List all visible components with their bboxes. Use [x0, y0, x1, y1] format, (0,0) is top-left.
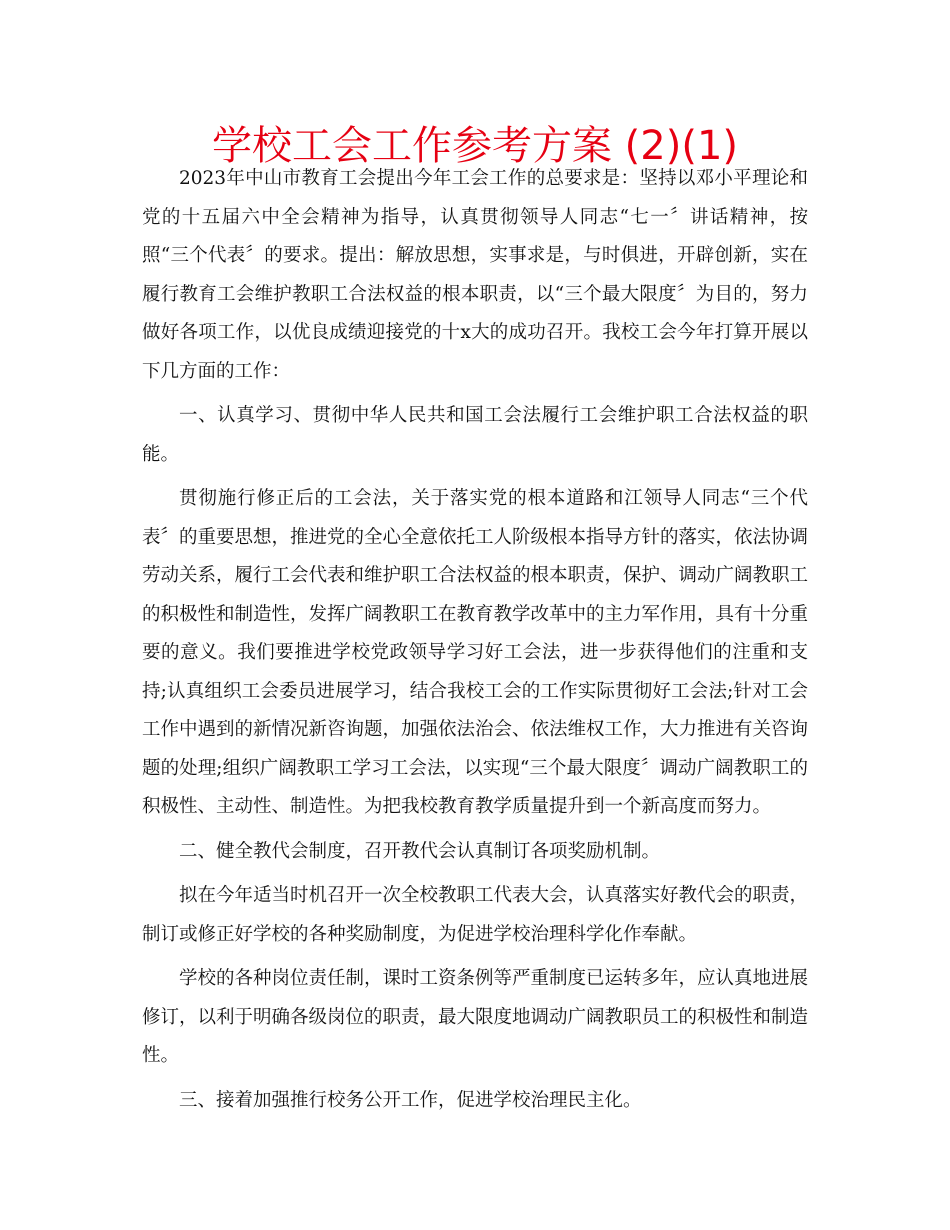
- paragraph-section-1: 贯彻施行修正后的工会法，关于落实党的根本道路和江领导人同志“三个代表〞的重要思想，推进党的全心全意依托工人阶级根本指导方针的落实，依法协调劳动关系，履行工会代表和维护职工合法权益的根本职责，保护、调动广阔教职工的积极性和制造性，发挥广阔教职工在教育教学改革中的主力军作用，具有十分重要的意义。我们要推进学校党政领导学习好工会法，进一步获得他们的注重和支持;认真组织工会委员进展学习，结合我校工会的工作实际贯彻好工会法;针对工会工作中遇到的新情况新咨询题，加强依法治会、依法维权工作，大力推进有关咨询题的处理;组织广阔教职工学习工会法，以实现“三个最大限度〞调动广阔教职工的积极性、主动性、制造性。为把我校教育教学质量提升到一个新高度而努力。: [142, 488, 809, 817]
- paragraph-section-2b: 学校的各种岗位责任制，课时工资条例等严重制度已运转多年，应认真地进展修订，以利于明确各级岗位的职责，最大限度地调动广阔教职员工的积极性和制造性。: [142, 968, 809, 1066]
- paragraph-section-2a: 拟在今年适当时机召开一次全校教职工代表大会，认真落实好教代会的职责，制订或修正好学校的各种奖励制度，为促进学校治理科学化作奉献。: [142, 885, 809, 945]
- section-heading-2: 二、健全教代会制度，召开教代会认真制订各项奖励机制。: [179, 840, 661, 862]
- paragraph-intro: 2023年中山市教育工会提出今年工会工作的总要求是：坚持以邓小平理论和党的十五届六中全会精神为指导，认真贯彻领导人同志“七一〞讲话精神，按照“三个代表〞的要求。提出：解放思想，实事求是，与时俱进，开辟创新，实在履行教育工会维护教职工合法权益的根本职责，以“三个最大限度〞为目的，努力做好各项工作，以优良成绩迎接党的十x大的成功召开。我校工会今年打算开展以下几方面的工作：: [142, 168, 808, 382]
- section-heading-3: 三、接着加强推行校务公开工作，促进学校治理民主化。: [179, 1089, 642, 1111]
- section-heading-1: 一、认真学习、贯彻中华人民共和国工会法履行工会维护职工合法权益的职能。: [142, 405, 808, 465]
- document-title: 学校工会工作参考方案 (2)(1): [211, 123, 739, 169]
- document-body: [142, 160, 808, 1120]
